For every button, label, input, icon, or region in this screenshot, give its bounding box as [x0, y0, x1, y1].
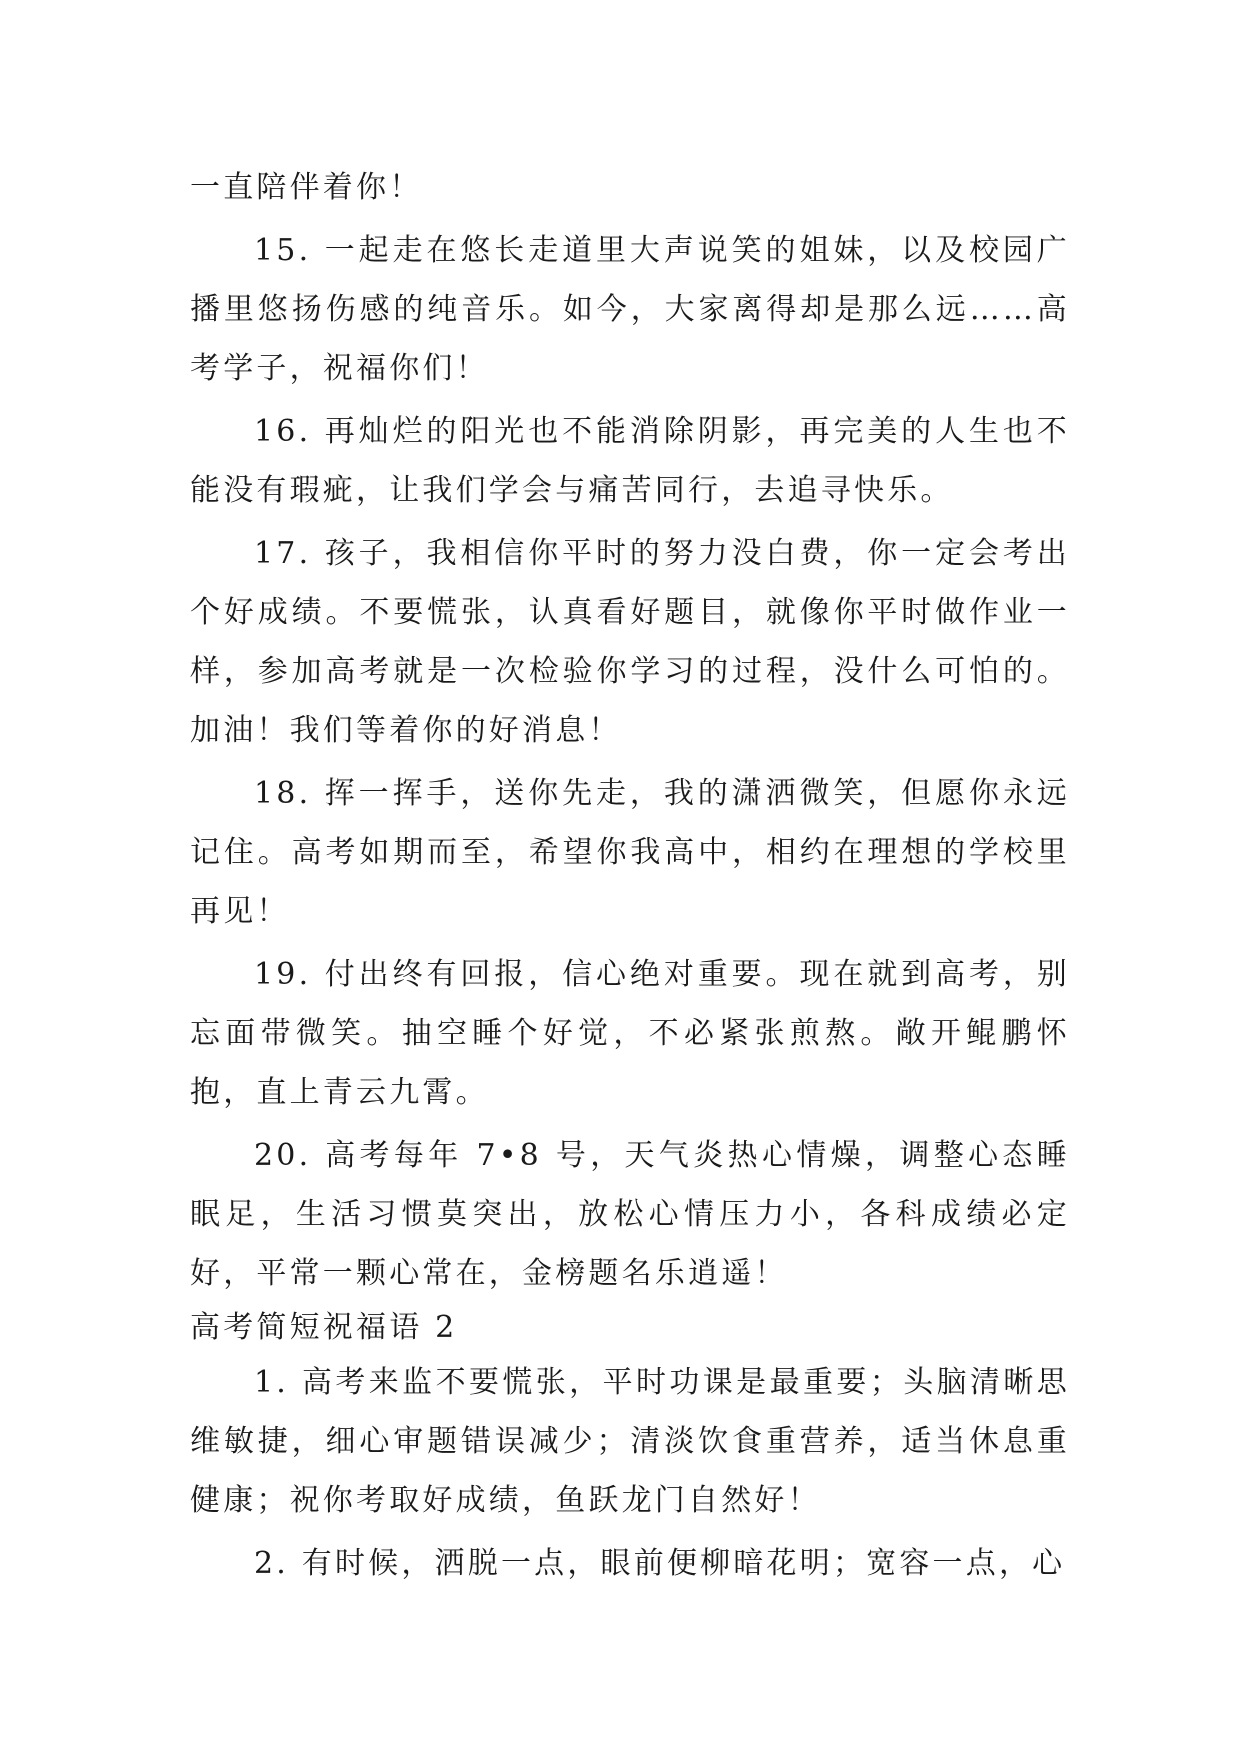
- paragraph-item-18: 18. 挥一挥手，送你先走，我的潇洒微笑，但愿你永远记住。高考如期而至，希望你我高中，相约在理想的学校里再见！: [190, 776, 1070, 929]
- section-heading: 高考简短祝福语 2: [190, 1310, 458, 1345]
- document-page: [190, 158, 1070, 1593]
- paragraph-item-20: 20. 高考每年 7•8 号，天气炎热心情燥，调整心态睡眠足，生活习惯莫突出，放松心情压力小，各科成绩必定好，平常一颗心常在，金榜题名乐逍遥！: [190, 1138, 1070, 1291]
- paragraph-item-19: 19. 付出终有回报，信心绝对重要。现在就到高考，别忘面带微笑。抽空睡个好觉，不必紧张煎熬。敞开鲲鹏怀抱，直上青云九霄。: [190, 957, 1070, 1110]
- paragraph-item-1: 1. 高考来监不要慌张，平时功课是最重要；头脑清晰思维敏捷，细心审题错误减少；清淡饮食重营养，适当休息重健康；祝你考取好成绩，鱼跃龙门自然好！: [190, 1365, 1070, 1518]
- paragraph-item-2: 2. 有时候，洒脱一点，眼前便柳暗花明；宽容一点，心: [254, 1546, 1066, 1581]
- paragraph-item-15: 15. 一起走在悠长走道里大声说笑的姐妹，以及校园广播里悠扬伤感的纯音乐。如今，大家离得却是那么远……高考学子，祝福你们！: [190, 233, 1070, 386]
- paragraph-item-16: 16. 再灿烂的阳光也不能消除阴影，再完美的人生也不能没有瑕疵，让我们学会与痛苦同行，去追寻快乐。: [190, 414, 1070, 508]
- paragraph-continuation: 一直陪伴着你！: [190, 170, 423, 205]
- paragraph-item-17: 17. 孩子，我相信你平时的努力没白费，你一定会考出个好成绩。不要慌张，认真看好题目，就像你平时做作业一样，参加高考就是一次检验你学习的过程，没什么可怕的。加油！我们等着你的好消息！: [190, 536, 1070, 748]
